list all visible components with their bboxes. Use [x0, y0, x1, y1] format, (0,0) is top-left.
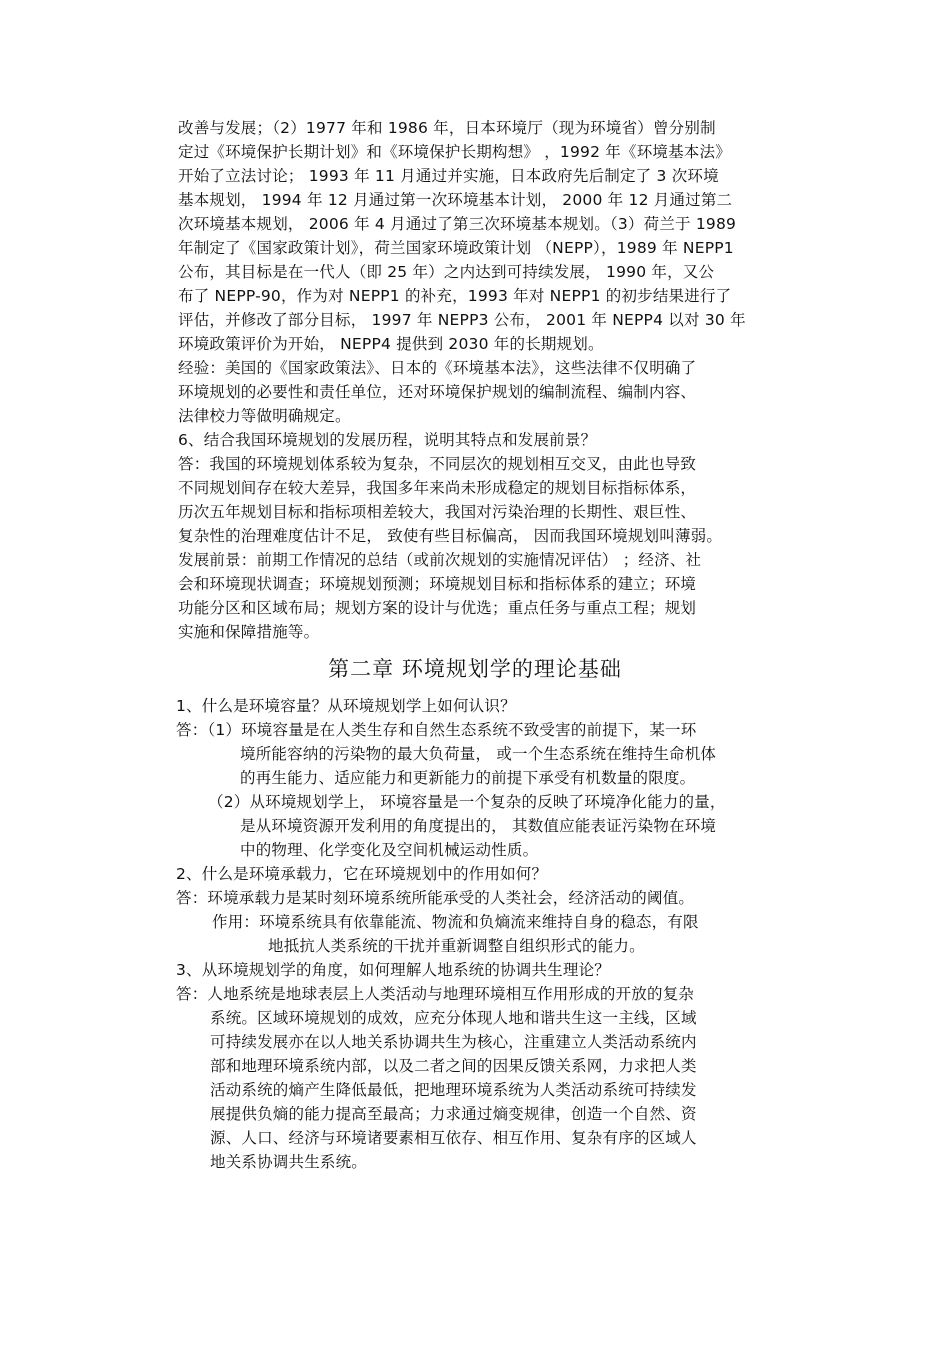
text-line: 地抵抗人类系统的干扰并重新调整自组织形式的能力。 [268, 937, 645, 955]
text-line: 环境政策评价为开始， NEPP4 提供到 2030 年的长期规划。 [178, 335, 604, 353]
text-line: 基本规划， 1994 年 12 月通过第一次环境基本计划， 2000 年 12 月通过第二 [178, 191, 733, 209]
text-line: 不同规划间存在较大差异，我国多年来尚未形成稳定的规划目标指标体系， [178, 479, 697, 497]
text-line: 布了 NEPP-90，作为对 NEPP1 的补充，1993 年对 NEPP1 的初步结果进行了 [178, 287, 732, 305]
text-line: 改善与发展；（2）1977 年和 1986 年，日本环境厅（现为环境省）曾分别制 [178, 119, 716, 137]
text-line: 作用：环境系统具有依靠能流、物流和负熵流来维持自身的稳态，有限 [212, 913, 699, 931]
text-line: 的再生能力、适应能力和更新能力的前提下承受有机数量的限度。 [240, 769, 696, 787]
question-line: 6、结合我国环境规划的发展历程，说明其特点和发展前景？ [178, 431, 597, 449]
answer-line: 答：（1）环境容量是在人类生存和自然生态系统不致受害的前提下，某一环 [176, 721, 697, 739]
text-line: 经验：美国的《国家政策法》、日本的《环境基本法》，这些法律不仅明确了 [178, 359, 697, 377]
text-line: 实施和保障措施等。 [178, 623, 320, 641]
text-line: 活动系统的熵产生降低最低，把地理环境系统为人类活动系统可持续发 [210, 1081, 697, 1099]
text-line: 公布，其目标是在一代人（即 25 年）之内达到可持续发展， 1990 年，又公 [178, 263, 715, 281]
text-line: 评估，并修改了部分目标， 1997 年 NEPP3 公布， 2001 年 NEPP4 以对 30 年 [178, 311, 746, 329]
text-line: 是从环境资源开发利用的角度提出的， 其数值应能表证污染物在环境 [240, 817, 717, 835]
text-line: 境所能容纳的污染物的最大负荷量， 或一个生态系统在维持生命机体 [240, 745, 717, 763]
text-line: 复杂性的治理难度估计不足， 致使有些目标偏高， 因而我国环境规划叫薄弱。 [178, 527, 723, 545]
text-line: 会和环境现状调查；环境规划预测；环境规划目标和指标体系的建立；环境 [178, 575, 697, 593]
text-line: 法律校力等做明确规定。 [178, 407, 351, 425]
answer-line: 答：环境承载力是某时刻环境系统所能承受的人类社会，经济活动的阈值。 [176, 889, 695, 907]
text-line: 发展前景：前期工作情况的总结（或前次规划的实施情况评估） ；经济、社 [178, 551, 702, 569]
text-line: 环境规划的必要性和责任单位，还对环境保护规划的编制流程、编制内容、 [178, 383, 697, 401]
chapter-title: 第二章 环境规划学的理论基础 [328, 657, 622, 681]
text-line: 开始了立法讨论； 1993 年 11 月通过并实施，日本政府先后制定了 3 次环境 [178, 167, 719, 185]
answer-line: 答：我国的环境规划体系较为复杂，不同层次的规划相互交叉，由此也导致 [178, 455, 697, 473]
text-line: 系统。区域环境规划的成效，应充分体现人地和谐共生这一主线，区域 [210, 1009, 697, 1027]
text-line: 中的物理、化学变化及空间机械运动性质。 [240, 841, 539, 859]
text-line: 可持续发展亦在以人地关系协调共生为核心，注重建立人类活动系统内 [210, 1033, 697, 1051]
text-line: 展提供负熵的能力提高至最高；力求通过熵变规律，创造一个自然、资 [210, 1105, 697, 1123]
text-line: 功能分区和区域布局；规划方案的设计与优选；重点任务与重点工程；规划 [178, 599, 697, 617]
text-line: （2）从环境规划学上， 环境容量是一个复杂的反映了环境净化能力的量， [208, 793, 726, 811]
text-line: 次环境基本规划， 2006 年 4 月通过了第三次环境基本规划。（3）荷兰于 1989 [178, 215, 737, 233]
text-line: 年制定了《国家政策计划》，荷兰国家环境政策计划 （NEPP），1989 年 NEPP1 [178, 239, 734, 257]
text-line: 源、人口、经济与环境诸要素相互依存、相互作用、复杂有序的区域人 [210, 1129, 697, 1147]
text-line: 历次五年规划目标和指标项相差较大，我国对污染治理的长期性、艰巨性、 [178, 503, 697, 521]
question-line: 1、什么是环境容量？从环境规划学上如何认识？ [176, 697, 516, 715]
text-line: 地关系协调共生系统。 [210, 1153, 368, 1171]
question-line: 2、什么是环境承载力，它在环境规划中的作用如何？ [176, 865, 548, 883]
answer-line: 答：人地系统是地球表层上人类活动与地理环境相互作用形成的开放的复杂 [176, 985, 695, 1003]
text-line: 部和地理环境系统内部，以及二者之间的因果反馈关系网，力求把人类 [210, 1057, 697, 1075]
question-line: 3、从环境规划学的角度，如何理解人地系统的协调共生理论？ [176, 961, 610, 979]
text-line: 定过《环境保护长期计划》和《环境保护长期构想》 ，1992 年《环境基本法》 [178, 143, 731, 161]
